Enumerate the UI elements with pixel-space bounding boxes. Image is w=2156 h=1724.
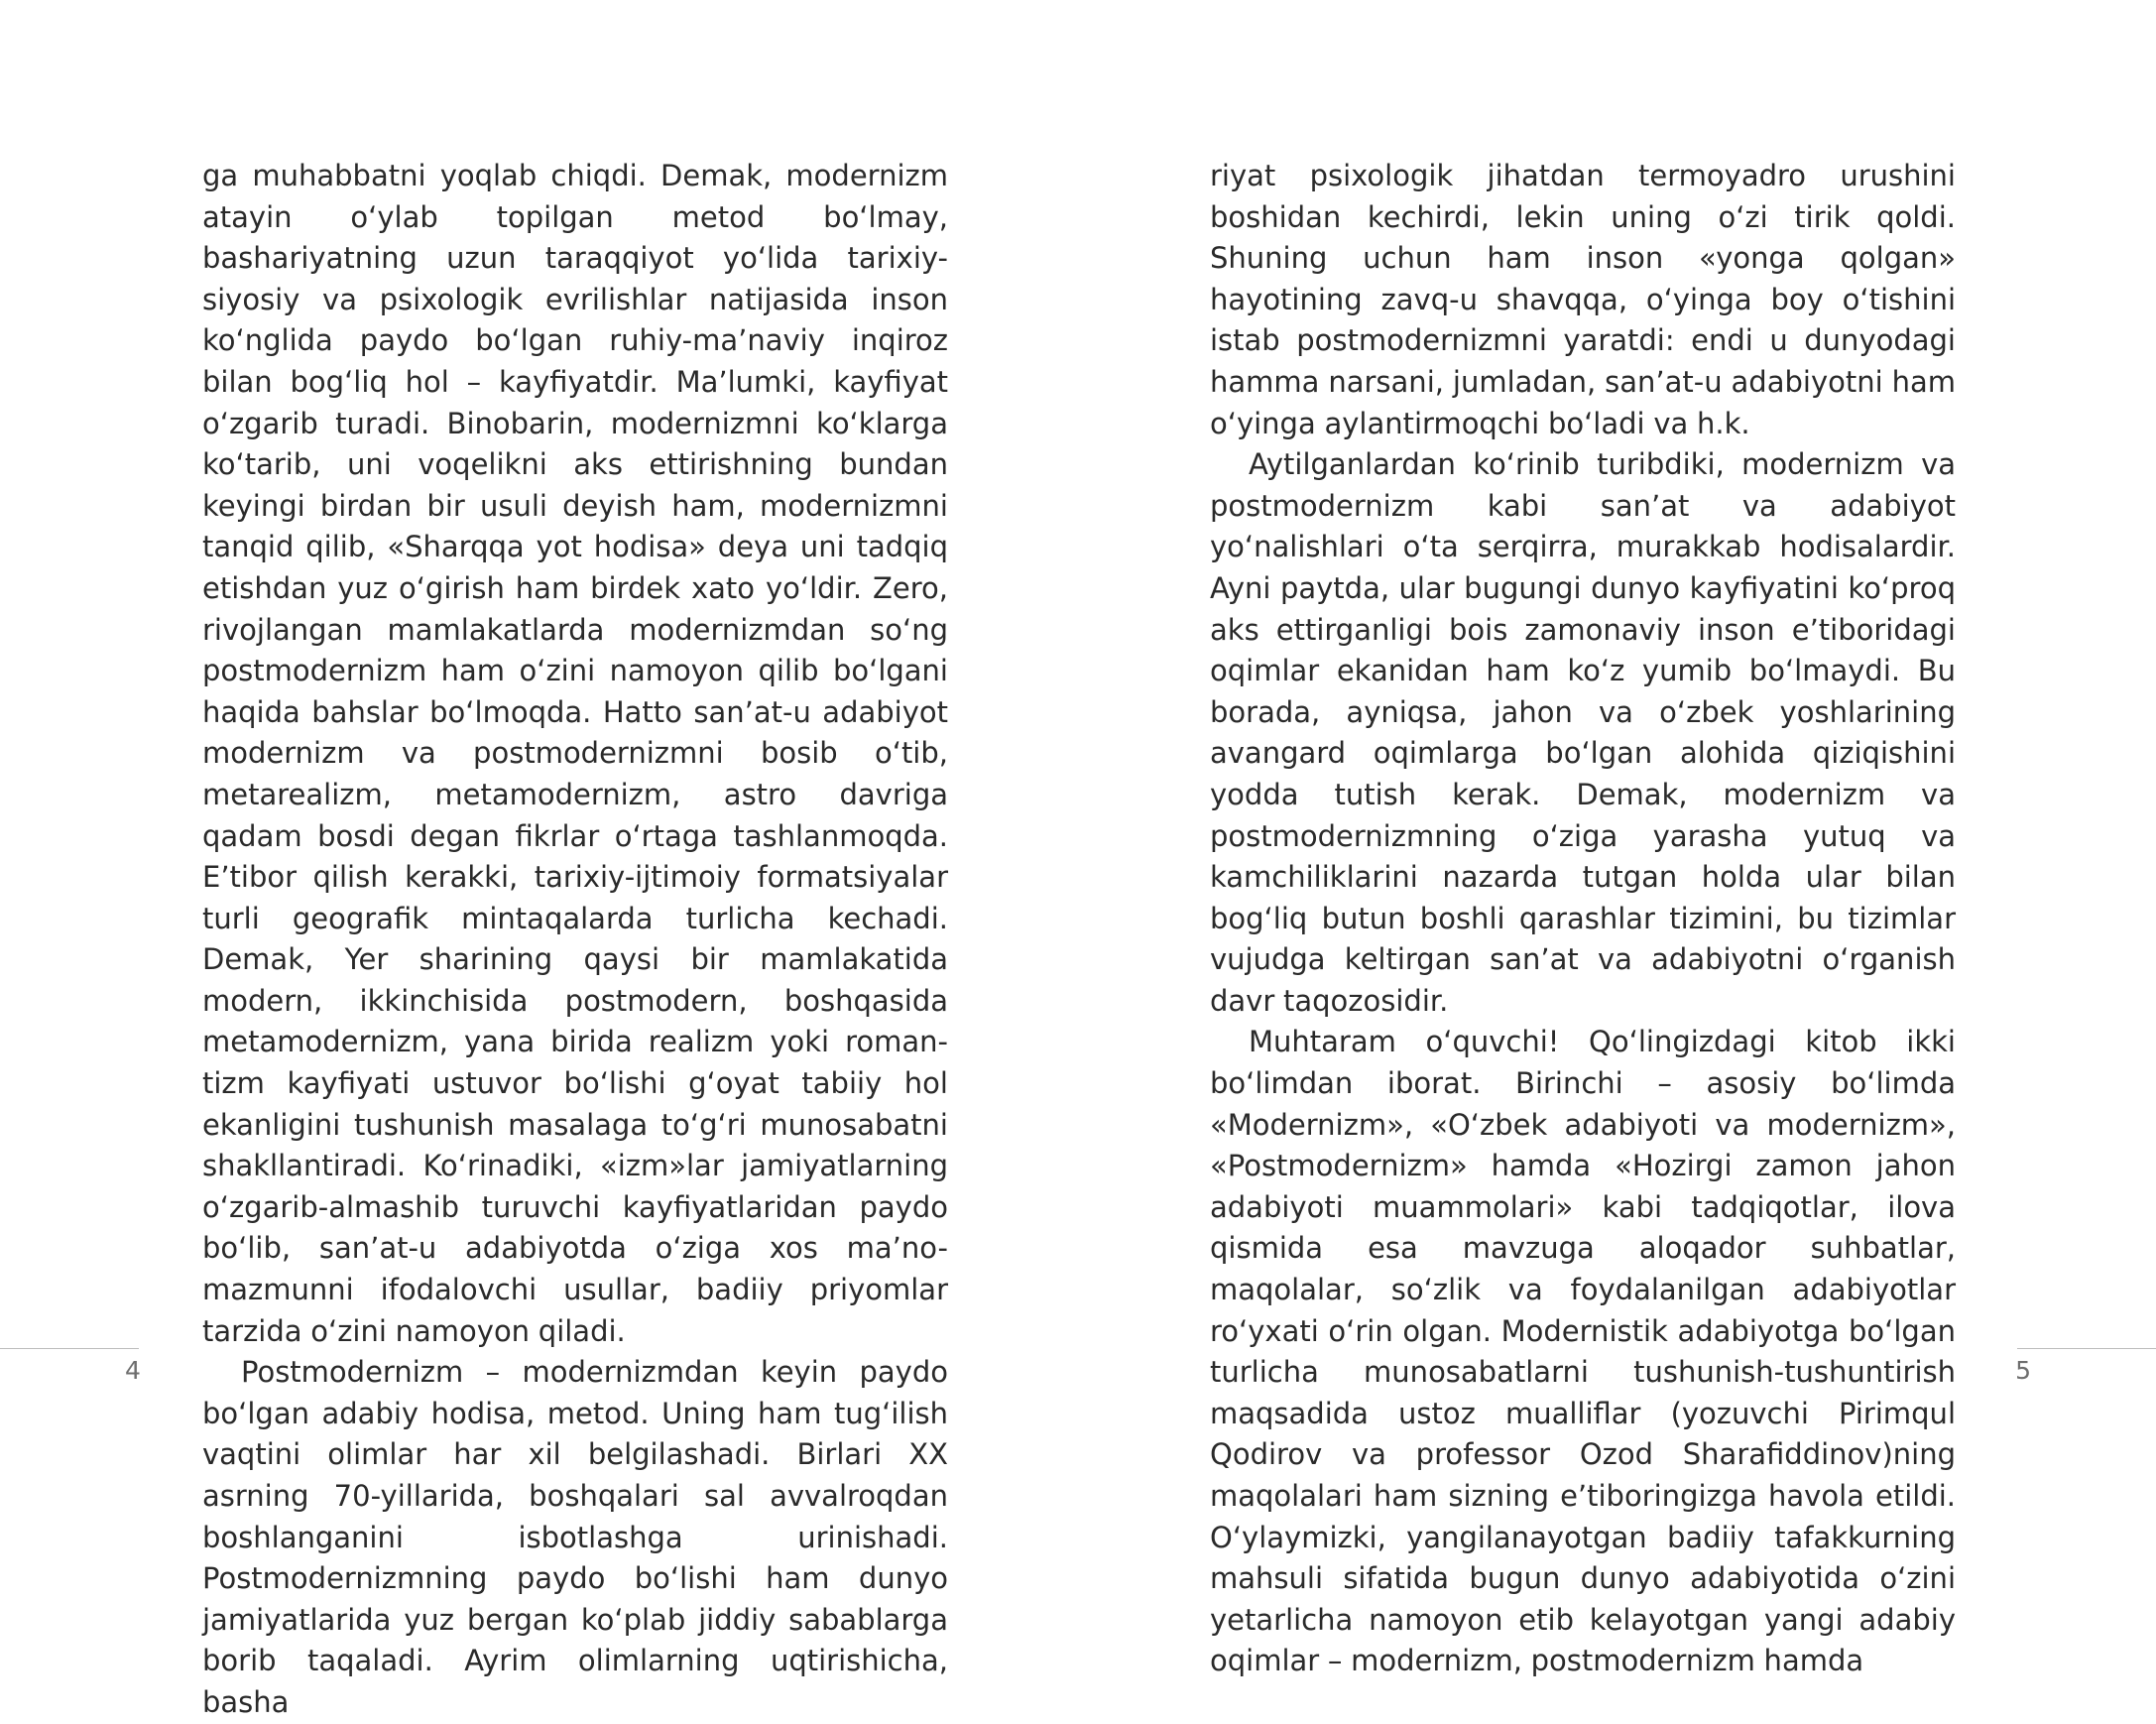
right-page-text [1210, 156, 1956, 1682]
right-page [1078, 0, 2156, 1678]
page-number: 5 [2015, 1356, 2031, 1385]
paragraph: Aytilganlardan ko‘rinib turibdiki, modernizm va postmodernizm kabi san’at va adabiyot yo‘nalishlari o‘ta serqirra, murakkab hodisalardir. Ayni paytda, ular bugungi dunyo kayfiyatini ko‘proq aks ettirganligi bois zamonaviy inson e’tiboridagi oqimlar ekanidan ham ko‘z yumib bo‘lmaydi. Bu borada, ayniqsa, jahon va o‘zbek yoshlarining avangard oqimlarga bo‘lgan alohida qiziqishini yodda tutish kerak. Demak, modernizm va postmodernizmning o‘ziga yarasha yutuq va kamchiliklarini nazarda tutgan holda ular bilan bog‘liq butun boshli qarashlar tizimini, bu tizimlar vujudga keltirgan san’at va adabiyotni o‘rganish davr taqozosidir. [1210, 447, 1956, 1018]
page-rule [0, 1348, 139, 1349]
paragraph: Postmodernizm – modernizmdan keyin paydo bo‘lgan adabiy hodisa, metod. Uning ham tug‘ilish vaqtini olimlar har xil belgilashadi. Birlari XX asrning 70-yillarida, boshqalari sal avvalroqdan boshlanganini isbotlashga urinishadi. Postmodernizmning paydo bo‘lishi ham dunyo jamiyatlarida yuz bergan ko‘plab jiddiy sabablarga borib taqaladi. Ayrim olimlarning uqtirishicha, basha [202, 1355, 948, 1719]
left-page [0, 0, 1078, 1719]
page-number: 4 [125, 1356, 141, 1385]
page-rule [2017, 1348, 2156, 1349]
paragraph: Muhtaram o‘quvchi! Qo‘lingizdagi kitob ikki bo‘limdan iborat. Birinchi – asosiy bo‘limda «Modernizm», «O‘zbek adabiyoti va modernizm», «Postmodernizm» hamda «Hozirgi zamon jahon adabiyoti muammolari» kabi tadqiqotlar, ilova qismida esa mavzuga aloqador suhbatlar, maqolalar, so‘zlik va foydalanilgan adabiyotlar ro‘yxati o‘rin olgan. Modernistik adabiyotga bo‘lgan turlicha munosabatlarni tushunish-tushuntirish maqsadida ustoz mualliflar (yozuvchi Pirimqul Qodirov va professor Ozod Sharafiddinov)ning maqolalari ham sizning e’tiboringizga havola etildi. O‘ylaymizki, yangilanayotgan badiiy tafakkurning mahsuli sifatida bugun dunyo adabiyotida o‘zini yetarlicha namoyon etib kelayotgan yangi adabiy oqimlar – modernizm, postmodernizm hamda [1210, 1025, 1956, 1678]
paragraph: ga muhabbatni yoqlab chiqdi. Demak, modernizm atayin o‘ylab topilgan metod bo‘lmay, bashariyatning uzun taraqqiyot yo‘lida tarixiy-siyosiy va psixologik evrilishlar natijasida inson ko‘nglida paydo bo‘lgan ruhiy-ma’naviy inqiroz bilan bog‘liq hol – kayfiyatdir. Ma’lumki, kayfiyat o‘zgarib turadi. Binobarin, modernizmni ko‘klarga ko‘tarib, uni voqelikni aks ettirishning bundan keyingi birdan bir usuli deyish ham, modernizmni tanqid qilib, «Sharqqa yot hodisa» deya uni tadqiq etishdan yuz o‘girish ham birdek xato yo‘ldir. Zero, rivojlangan mamlakatlarda modernizmdan so‘ng postmodernizm ham o‘zini namoyon qilib bo‘lgani haqida bahslar bo‘lmoqda. Hatto san’at-u adabiyot modernizm va postmodernizmni bosib o‘tib, metarealizm, metamodernizm, astro davriga qadam bosdi degan fikrlar o‘rtaga tashlanmoqda. E’tibor qilish kerakki, tarixiy-ijtimoiy formatsiyalar turli geografik mintaqalarda turlicha kechadi. Demak, Yer sharining qaysi bir mamlakatida modern, ikkinchisida postmodern, boshqasida metamodernizm, yana birida realizm yoki romantizm kayfiyati ustuvor bo‘lishi g‘oyat tabiiy hol ekanligini tushunish masalaga to‘g‘ri munosabatni shakllantiradi. Ko‘rinadiki, «izm»lar jamiyatlarning o‘zgarib-almashib turuvchi kayfiyatlaridan paydo bo‘lib, san’at-u adabiyotda o‘ziga xos ma’no-mazmunni ifodalovchi usullar, badiiy priyomlar tarzida o‘zini namoyon qiladi. [202, 159, 948, 1348]
paragraph: riyat psixologik jihatdan termoyadro urushini boshidan kechirdi, lekin uning o‘zi tirik qoldi. Shuning uchun ham inson «yonga qolgan» hayotining zavq-u shavqqa, o‘yinga boy o‘tishini istab postmodernizmni yaratdi: endi u dunyodagi hamma narsani, jumladan, san’at-u adabiyotni ham o‘yinga aylantirmoqchi bo‘ladi va h.k. [1210, 159, 1956, 440]
left-page-text [202, 156, 948, 1724]
